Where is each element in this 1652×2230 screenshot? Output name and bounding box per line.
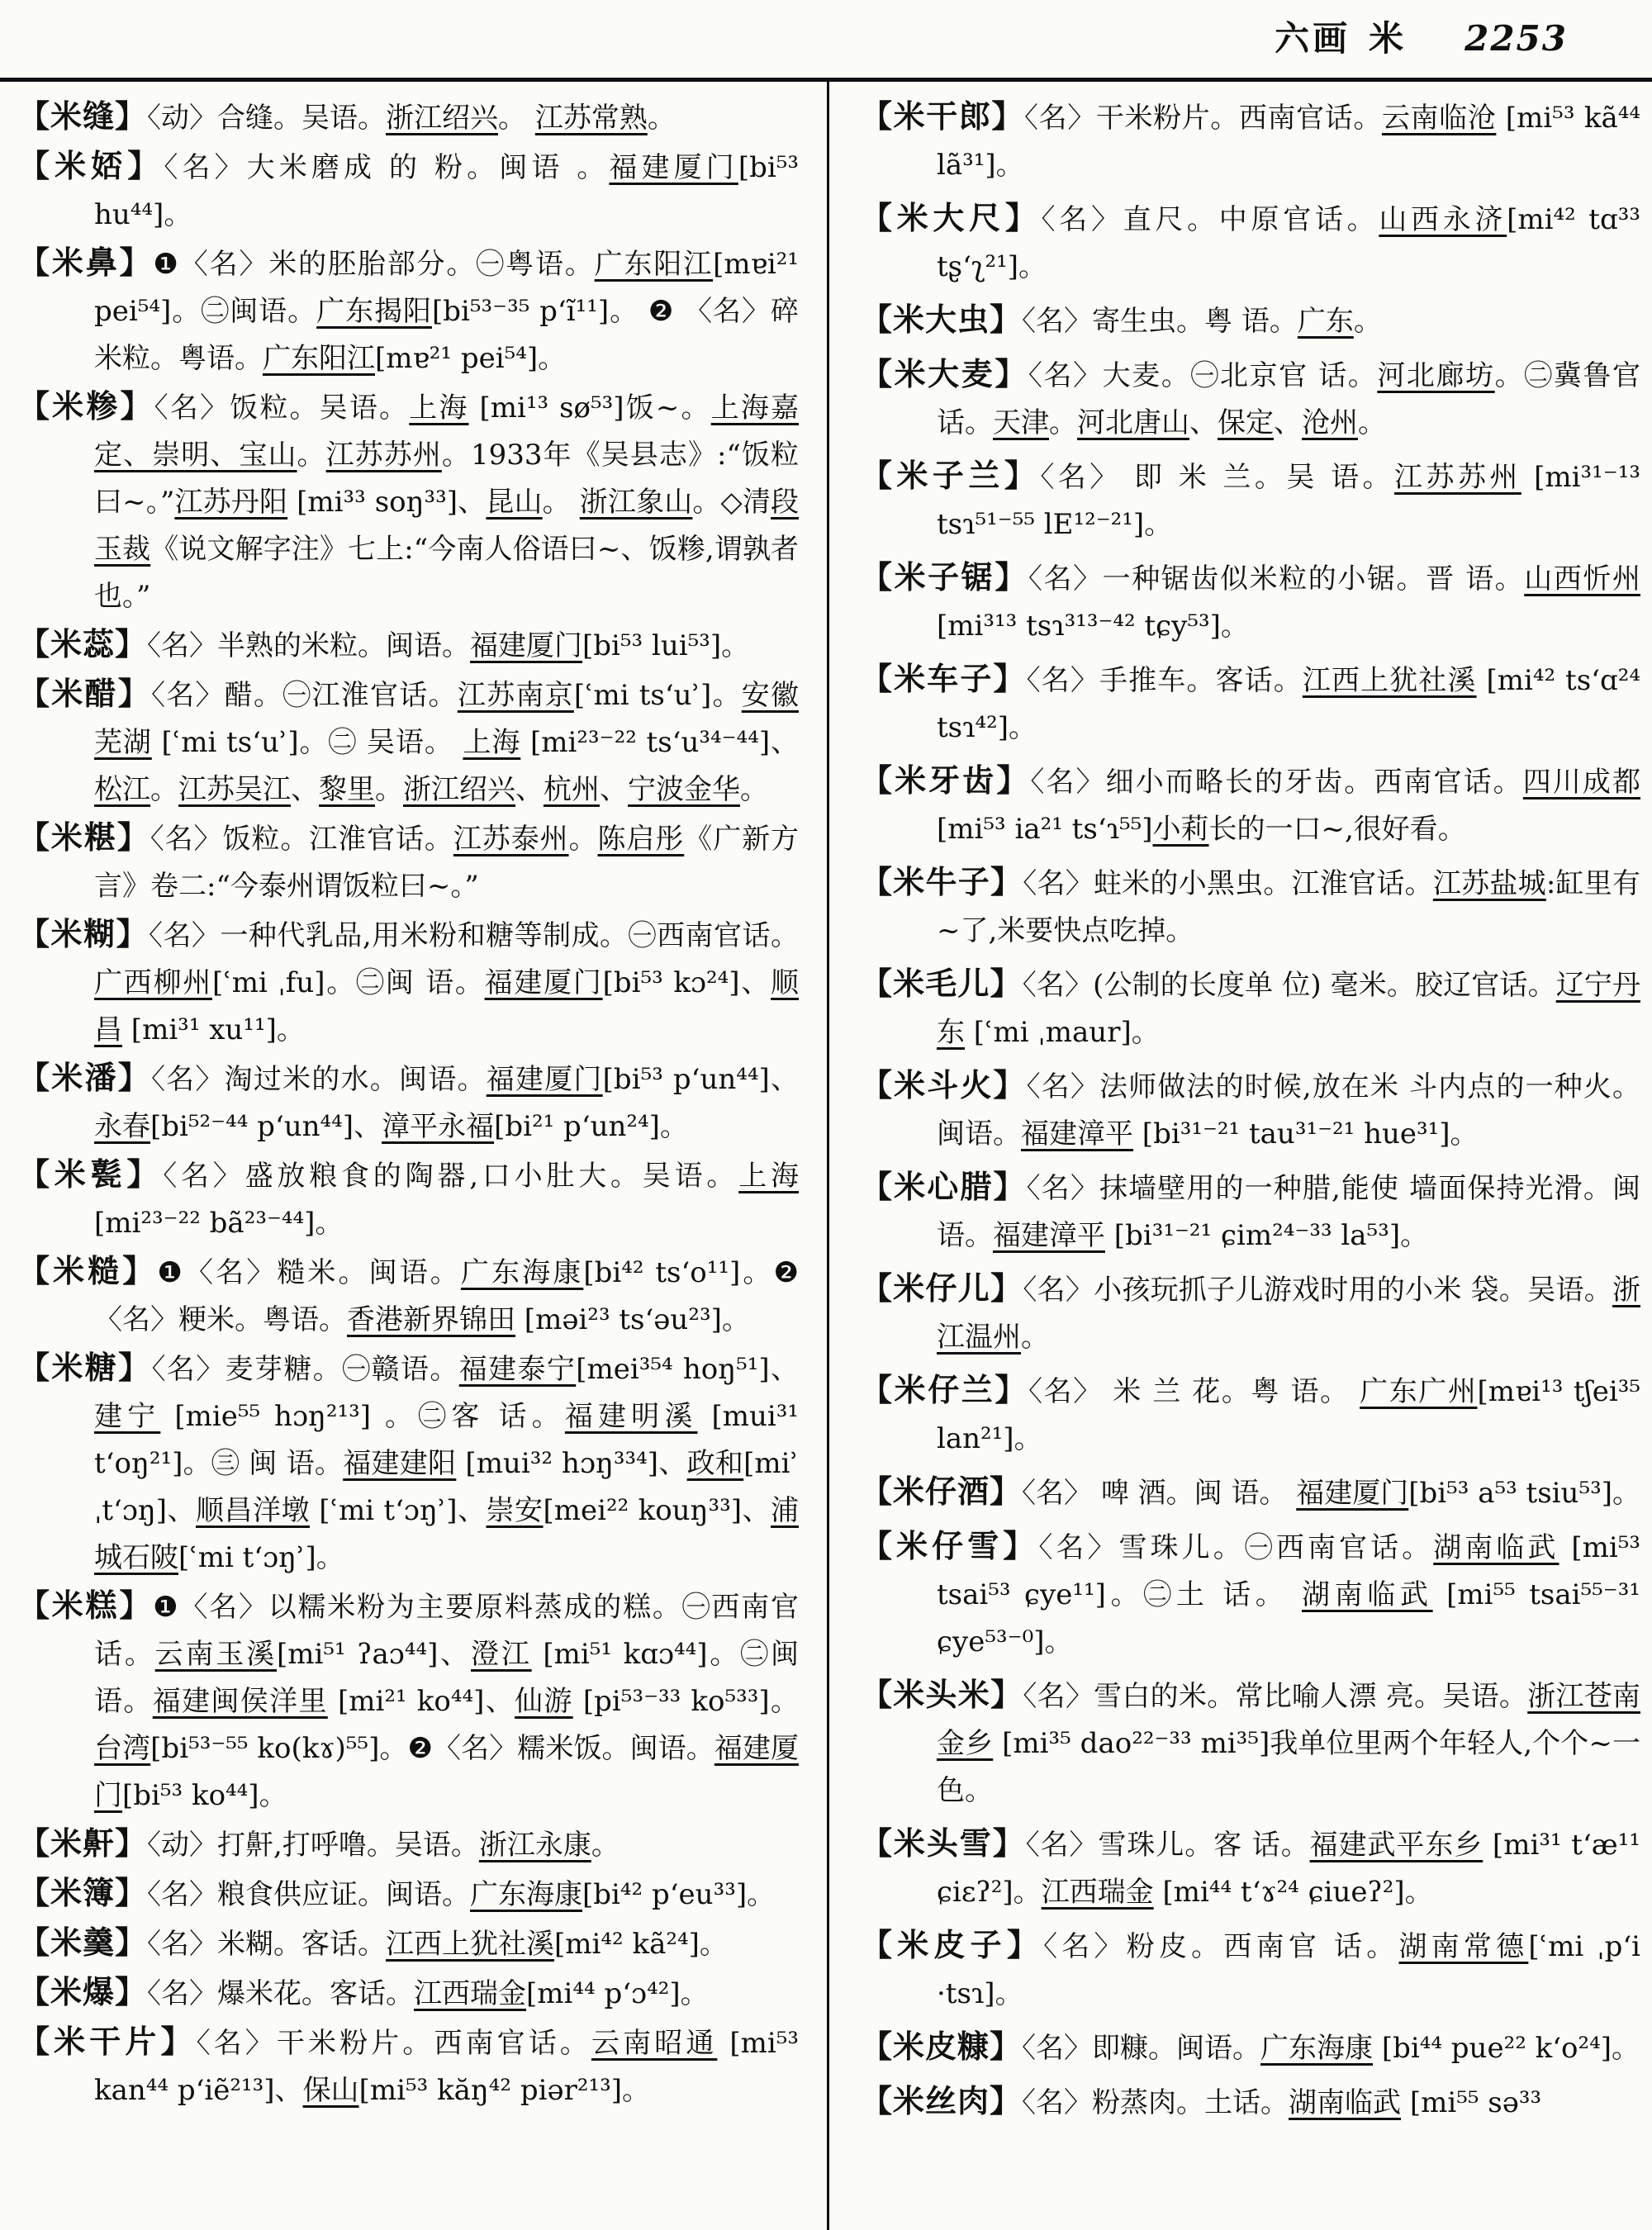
- place-name: 江苏南京: [457, 679, 574, 712]
- place-name: 湖南临武: [1289, 2086, 1402, 2119]
- place-name: 香港新界锦田: [347, 1303, 515, 1336]
- place-name: 上海: [463, 726, 521, 759]
- entry-text: 〈名〉粉皮。西南官 话。: [1043, 1930, 1399, 1963]
- place-name: 福建厦门: [94, 1732, 800, 1812]
- entry-text: [mi³¹ tʻæ¹¹ ɕiɛʔ²]。: [937, 1829, 1640, 1909]
- entry-text: 〈名〉寄生虫。粤 语。: [1022, 305, 1298, 338]
- place-name: 漳平永福: [382, 1110, 495, 1143]
- entry-text: 。: [297, 439, 326, 472]
- dictionary-entry: [18, 239, 799, 382]
- entry-headword: 【米糙】: [18, 1252, 158, 1289]
- entry-text: 〈名〉直尺。中原官话。: [1041, 203, 1379, 236]
- entry-headword: 【米娝】: [18, 147, 164, 184]
- place-name: 广东揭阳: [316, 295, 433, 328]
- entry-text: [mi⁵³ kăŋ⁴² piər²¹³]。: [358, 2074, 651, 2107]
- place-name: 江苏泰州: [453, 823, 569, 856]
- dictionary-entry: [861, 2077, 1640, 2127]
- dictionary-entry: [18, 670, 799, 814]
- entry-text: 。: [1021, 1321, 1049, 1354]
- entry-text: 。: [568, 823, 598, 856]
- entry-headword: 【米鼻】: [18, 244, 154, 281]
- entry-text: 〈名〉 米 兰 花。粤 语。: [1028, 1375, 1360, 1408]
- entry-text: 。: [542, 486, 580, 519]
- place-name: 浙江苍南金乡: [937, 1680, 1640, 1760]
- header-rule: [0, 78, 1652, 82]
- place-name: 黎里: [319, 773, 375, 806]
- place-name: 保定: [1218, 406, 1274, 439]
- place-name: 江西上犹社溪: [1302, 664, 1477, 697]
- entry-text: 〈名〉法师做法的时候,放在米 斗内点的一种火。闽语。: [937, 1070, 1640, 1151]
- place-name: 安徽芜湖: [94, 679, 800, 759]
- entry-headword: 【米糕】: [18, 1587, 154, 1624]
- place-name: 江苏常熟: [534, 102, 648, 135]
- place-name: 福建厦门: [1296, 1477, 1409, 1510]
- entry-text: [ʿmi ˌpʻi ·tsɿ]。: [937, 1930, 1641, 2010]
- entry-text: ❶〈名〉糙米。闽语。: [157, 1256, 461, 1289]
- entry-text: 〈名〉半熟的米粒。闽语。: [147, 629, 471, 662]
- entry-text: [mei²² kouŋ³³]、: [543, 1494, 771, 1527]
- page-header: [1275, 12, 1568, 61]
- place-name: 福建厦门: [609, 151, 738, 184]
- entry-text: [ʿmi ˌfu]。㊁闽 语。: [212, 966, 485, 999]
- place-name: 杭州: [544, 773, 600, 806]
- place-name: 广东阳江: [263, 342, 375, 375]
- entry-text: 、: [1274, 406, 1302, 439]
- place-name: 福建漳平: [993, 1219, 1105, 1252]
- entry-text: [mɐi²¹ pei⁵⁴]。㊁闽语。: [94, 248, 799, 328]
- entry-text: 〈名〉一种锯齿似米粒的小锯。晋 语。: [1028, 562, 1525, 595]
- entry-text: 。: [1358, 406, 1386, 439]
- entry-text: [ʿmi ˌmaur]。: [965, 1016, 1160, 1049]
- entry-text: 〈名〉蛀米的小黑虫。江淮官话。: [1023, 867, 1433, 900]
- place-name: 山西永济: [1379, 203, 1507, 236]
- entry-text: 〈名〉手推车。客话。: [1026, 664, 1303, 697]
- entry-text: 〈名〉饭粒。吴语。: [154, 391, 410, 425]
- entry-text: [mi²³⁻²² bã²³⁻⁴⁴]。: [94, 1207, 344, 1240]
- entry-text: [mi⁴² kã²⁴]。: [554, 1928, 728, 1961]
- entry-text: 、: [291, 773, 319, 806]
- place-name: 江西上犹社溪: [386, 1928, 555, 1961]
- place-name: 澄江: [471, 1638, 532, 1671]
- entry-headword: 【米斗火】: [861, 1066, 1027, 1103]
- dictionary-entry: [861, 1061, 1640, 1158]
- place-name: 福建建阳: [343, 1447, 457, 1480]
- place-name: 广东广州: [1360, 1375, 1478, 1408]
- entry-text: [mi³¹ xu¹¹]。: [122, 1013, 305, 1046]
- entry-text: [mi⁵⁵ tsai⁵⁵⁻³¹ ɕye⁵³⁻⁰]。: [937, 1578, 1640, 1658]
- dictionary-entry: [861, 757, 1640, 853]
- entry-text: [pi⁵³⁻³³ ko⁵³³]。: [572, 1685, 800, 1718]
- entry-text: 〈名〉淘过米的水。闽语。: [150, 1063, 487, 1096]
- entry-text: 〈名〉爆米花。客话。: [147, 1977, 415, 2010]
- entry-headword: 【米仔酒】: [861, 1473, 1023, 1510]
- entry-text: [mi⁴⁴ tʻɤ²⁴ ɕiueʔ²]。: [1153, 1876, 1433, 1909]
- place-name: 广东海康: [470, 1878, 583, 1911]
- dictionary-entry: [861, 960, 1640, 1056]
- entry-text: 〈名〉盛放粮食的陶器,口小肚大。吴语。: [163, 1160, 739, 1193]
- entry-text: [bi⁴⁴ pue²² kʻo²⁴]。: [1373, 2032, 1640, 2065]
- entry-text: 。: [498, 102, 535, 135]
- entry-headword: 【米糊】: [18, 915, 149, 952]
- entry-text: 〈名〉干米粉片。西南官话。: [1024, 102, 1382, 135]
- dictionary-entry: [861, 1522, 1640, 1666]
- place-name: 广西柳州: [94, 966, 213, 999]
- place-name: 河北唐山: [1077, 406, 1189, 439]
- place-name: 上海: [409, 391, 469, 425]
- dictionary-entry: [18, 910, 799, 1054]
- place-name: 仙游: [515, 1685, 573, 1718]
- dictionary-entry: [18, 93, 799, 142]
- entry-text: [bi³¹⁻²¹ ɕim²⁴⁻³³ la⁵³]。: [1105, 1219, 1429, 1252]
- entry-text: 、: [600, 773, 628, 806]
- place-name: 永春: [94, 1110, 150, 1143]
- place-name: 福建武平东乡: [1309, 1829, 1483, 1862]
- entry-text: [mi⁴⁴ pʻɔ⁴²]。: [526, 1977, 709, 2010]
- entry-headword: 【米心腊】: [861, 1168, 1027, 1205]
- place-name: 浦城石陂: [94, 1494, 799, 1574]
- dictionary-entry: [861, 93, 1640, 189]
- place-name: 山西忻州: [1524, 562, 1640, 595]
- entry-text: 。: [1353, 305, 1382, 338]
- entry-text: [bi⁵³ hu⁴⁴]。: [94, 151, 799, 231]
- entry-headword: 【米子锯】: [861, 558, 1028, 595]
- entry-text: [bi⁵³ pʻun⁴⁴]、: [602, 1063, 799, 1096]
- place-name: 福建厦门: [484, 966, 603, 999]
- dictionary-entry: [861, 655, 1640, 752]
- entry-text: [mui³¹ tʻoŋ²¹]。㊂ 闽 语。: [94, 1400, 800, 1480]
- dictionary-entry: [18, 1919, 799, 1968]
- place-name: 福建闽侯洋里: [152, 1685, 328, 1718]
- dictionary-entry: [18, 1054, 799, 1151]
- entry-text: 。: [150, 773, 178, 806]
- entry-text: [bi⁵³⁻³⁵ pʻĩ¹¹]。 ❷ 〈名〉碎米粒。粤语。: [94, 295, 799, 375]
- place-name: 湖南常德: [1398, 1930, 1529, 1963]
- entry-text: 〈名〉 啤 酒。闽 语。: [1022, 1477, 1297, 1510]
- entry-headword: 【米大尺】: [861, 199, 1042, 236]
- entry-text: [bi⁴² tsʻo¹¹]。❷〈名〉粳米。粤语。: [94, 1256, 799, 1336]
- entry-text: 〈名〉醋。㊀江淮官话。: [151, 679, 458, 712]
- entry-headword: 【米仔兰】: [861, 1371, 1029, 1408]
- place-name: 福建厦门: [486, 1063, 603, 1096]
- entry-text: 〈名〉雪白的米。常比喻人漂 亮。吴语。: [1023, 1680, 1528, 1713]
- dictionary-entry: [861, 452, 1640, 548]
- place-name: 段玉裁: [94, 486, 800, 566]
- entry-text: [bi⁵³ kɔ²⁴]、: [602, 966, 771, 999]
- entry-text: [mi³⁵ dao²²⁻³³ mi³⁵]我单位里两个年轻人,个个~一色。: [937, 1727, 1641, 1807]
- stroke-section-label: 六画: [1275, 18, 1351, 59]
- entry-text: [mi³¹³ tsɿ³¹³⁻⁴² tɕy⁵³]。: [937, 610, 1249, 643]
- place-name: 云南玉溪: [154, 1638, 277, 1671]
- entry-text: 〈名〉饭粒。江淮官话。: [150, 823, 453, 856]
- entry-text: 〈名〉即糠。闽语。: [1022, 2032, 1261, 2065]
- page-number: 2253: [1464, 18, 1568, 59]
- dictionary-entry: [861, 1366, 1640, 1463]
- place-name: 浙江温州: [937, 1274, 1640, 1354]
- place-name: 小莉: [1152, 813, 1209, 846]
- place-name: 江苏盐城: [1432, 867, 1546, 900]
- entry-text: [bi⁵³ lui⁵³]。: [582, 629, 750, 662]
- dictionary-entry: [18, 620, 799, 670]
- dictionary-entry: [18, 1151, 799, 1247]
- entry-text: [mi⁴² tɑ³³ tʂʻʅ²¹]。: [937, 203, 1640, 283]
- place-name: 保山: [302, 2074, 359, 2107]
- entry-text: [mi²³⁻²² tsʻu³⁴⁻⁴⁴]、: [520, 726, 799, 759]
- entry-text: 。: [1049, 406, 1077, 439]
- entry-headword: 【米糂】: [18, 818, 150, 856]
- entry-text: [mi²¹ ko⁴⁴]、: [327, 1685, 515, 1718]
- dictionary-entry: [18, 1582, 799, 1820]
- place-name: 上海: [738, 1160, 799, 1193]
- place-name: 昆山: [486, 486, 543, 519]
- entry-text: 。: [740, 773, 768, 806]
- entry-text: [mi⁵⁵ sə³³: [1401, 2086, 1542, 2119]
- place-name: 福建漳平: [1021, 1117, 1133, 1151]
- dictionary-entry: [861, 553, 1640, 650]
- entry-text: 〈名〉抹墙壁用的一种腊,能使 墙面保持光滑。闽语。: [937, 1172, 1640, 1252]
- dictionary-entry: [861, 1468, 1640, 1517]
- place-name: 广东海康: [460, 1256, 584, 1289]
- entry-headword: 【米甏】: [18, 1155, 164, 1193]
- entry-text: 〈名〉干米粉片。西南官话。: [196, 2027, 591, 2060]
- dictionary-entry: [861, 296, 1640, 345]
- entry-text: 〈名〉小孩玩抓子儿游戏时用的小米 袋。吴语。: [1023, 1274, 1612, 1307]
- entry-headword: 【米爆】: [18, 1973, 148, 2010]
- entry-text: [bi⁴² pʻeu³³]。: [582, 1878, 776, 1911]
- place-name: 河北廊坊: [1377, 359, 1495, 392]
- place-name: 湖南临武: [1301, 1578, 1433, 1611]
- entry-headword: 【米蕊】: [18, 625, 148, 662]
- entry-text: 〈名〉大米磨成 的 粉。闽语 。: [164, 151, 610, 184]
- place-name: 浙江绍兴: [403, 773, 515, 806]
- entry-headword: 【米潘】: [18, 1059, 151, 1096]
- right-column: [861, 93, 1640, 2132]
- entry-text: 、: [515, 773, 544, 806]
- dictionary-entry: [18, 1247, 799, 1344]
- entry-text: 、: [1189, 406, 1218, 439]
- entry-text: [miʾ ˌtʻɔŋ]、: [94, 1447, 799, 1527]
- entry-text: [ʿmi tʻɔŋʾ]。: [178, 1541, 344, 1574]
- place-name: 顺昌洋墩: [196, 1494, 310, 1527]
- entry-text: [mi³¹⁻¹³ tsɿ⁵¹⁻⁵⁵ lE¹²⁻²¹]。: [937, 461, 1640, 541]
- entry-headword: 【米仔儿】: [861, 1269, 1023, 1307]
- place-name: 广东: [1297, 305, 1354, 338]
- entry-text: 。: [591, 1829, 620, 1862]
- entry-text: ❶〈名〉以糯米粉为主要原料蒸成的糕。㊀西南官话。: [94, 1591, 799, 1671]
- entry-text: 《广新方言》卷二:“今泰州谓饭粒曰~。”: [94, 823, 800, 903]
- entry-text: [ʿmi tʻɔŋʾ]、: [310, 1494, 487, 1527]
- entry-text: [mi⁵³ kã⁴⁴ lã³¹]。: [937, 102, 1640, 182]
- entry-headword: 【米仔雪】: [861, 1527, 1039, 1564]
- entry-headword: 【米子兰】: [861, 457, 1041, 494]
- entry-text: [məi²³ tsʻəu²³]。: [515, 1303, 750, 1336]
- place-name: 江西瑞金: [1041, 1876, 1154, 1909]
- entry-headword: 【米醋】: [18, 675, 152, 712]
- dictionary-entry: [18, 1344, 799, 1582]
- entry-text: [mɐ²¹ pei⁵⁴]。: [375, 342, 567, 375]
- dictionary-entry: [18, 142, 799, 239]
- place-name: 浙江绍兴: [386, 102, 499, 135]
- dictionary-entry: [861, 1671, 1640, 1815]
- entry-text: [mie⁵⁵ hɔŋ²¹³] 。㊁客 话。: [160, 1400, 565, 1433]
- entry-headword: 【米头雪】: [861, 1824, 1026, 1862]
- entry-text: 。◇清: [692, 486, 771, 519]
- entry-text: [mi⁵¹ kɑɔ⁴⁴]。㊁闽语。: [94, 1638, 800, 1718]
- dictionary-entry: [18, 2018, 799, 2114]
- dictionary-entry: [861, 1820, 1640, 1916]
- entry-text: 。1933年《吴县志》:“饭粒曰~。”: [94, 439, 800, 519]
- entry-text: 长的一口~,很好看。: [1208, 813, 1466, 846]
- entry-text: 〈名〉麦芽糖。㊀赣语。: [151, 1353, 459, 1386]
- entry-headword: 【米牙齿】: [861, 762, 1031, 799]
- place-name: 浙江象山: [579, 486, 693, 519]
- place-name: 顺昌: [94, 966, 800, 1046]
- entry-headword: 【米簿】: [18, 1874, 148, 1911]
- entry-headword: 【米缝】: [18, 97, 148, 135]
- dictionary-entry: [861, 1264, 1640, 1361]
- entry-text: [mi⁴² tsʻɑ²⁴ tsɿ⁴²]。: [937, 664, 1641, 744]
- place-name: 辽宁丹东: [937, 969, 1640, 1049]
- entry-headword: 【米皮糠】: [861, 2028, 1023, 2065]
- place-name: 上海嘉定、崇明、宝山: [94, 391, 800, 472]
- entry-text: 〈动〉打鼾,打呼噜。吴语。: [147, 1829, 479, 1862]
- entry-headword: 【米糁】: [18, 387, 154, 425]
- place-name: 云南临沧: [1381, 102, 1497, 135]
- entry-text: [bi⁵³ a⁵³ tsiu⁵³]。: [1408, 1477, 1640, 1510]
- entry-headword: 【米鼾】: [18, 1824, 148, 1862]
- place-name: 四川成都: [1522, 766, 1641, 799]
- entry-headword: 【米大麦】: [861, 355, 1028, 392]
- entry-text: [mi⁵¹ ʔaɔ⁴⁴]、: [277, 1638, 472, 1671]
- dictionary-entry: [861, 1921, 1640, 2018]
- entry-text: [mi⁵³ kan⁴⁴ pʻiẽ²¹³]、: [94, 2027, 800, 2107]
- place-name: 崇安: [486, 1494, 544, 1527]
- entry-text: ❶〈名〉米的胚胎部分。㊀粤语。: [153, 248, 595, 281]
- dictionary-entry: [18, 1968, 799, 2018]
- entry-headword: 【米羹】: [18, 1924, 148, 1961]
- dictionary-entry: [861, 350, 1640, 447]
- left-column: [18, 93, 799, 2114]
- entry-text: [bi⁵²⁻⁴⁴ pʻun⁴⁴]、: [150, 1110, 382, 1143]
- dictionary-entry: [18, 1820, 799, 1869]
- entry-text: [bi³¹⁻²¹ tau³¹⁻²¹ hue³¹]。: [1133, 1117, 1479, 1151]
- entry-text: [bi⁵³⁻⁵⁵ ko(kɤ)⁵⁵]。❷〈名〉糯米饭。闽语。: [150, 1732, 714, 1765]
- entry-text: [bi²¹ pʻun²⁴]。: [494, 1110, 688, 1143]
- dictionary-entry: [861, 2023, 1640, 2072]
- entry-text: [mi⁵³ tsai⁵³ ɕye¹¹]。㊁土 话。: [937, 1531, 1641, 1611]
- entry-headword: 【米糖】: [18, 1349, 152, 1386]
- entry-text: [bi⁵³ ko⁴⁴]。: [122, 1779, 287, 1812]
- entry-text: [mi⁵³ ia²¹ tsʻɿ⁵⁵]: [937, 813, 1153, 846]
- place-name: 广东海康: [1260, 2032, 1374, 2065]
- entry-text: 〈名〉 即 米 兰。吴 语。: [1040, 461, 1395, 494]
- entry-text: [ʿmi tsʻuʾ]。㊁ 吴语。: [151, 726, 463, 759]
- place-name: 江苏苏州: [1394, 461, 1521, 494]
- place-name: 松江: [94, 773, 150, 806]
- entry-text: :缸里有~了,米要快点吃掉。: [937, 867, 1640, 947]
- place-name: 天津: [993, 406, 1049, 439]
- place-name: 陈启彤: [597, 823, 685, 856]
- entry-text: 〈名〉雪珠儿。㊀西南官话。: [1038, 1531, 1434, 1564]
- column-divider: [827, 82, 829, 2230]
- entry-text: 〈名〉大麦。㊀北京官 话。: [1028, 359, 1378, 392]
- place-name: 福建厦门: [470, 629, 583, 662]
- dictionary-entry: [18, 1869, 799, 1919]
- entry-headword: 【米牛子】: [861, 863, 1023, 900]
- entry-headword: 【米车子】: [861, 660, 1027, 697]
- place-name: 宁波金华: [628, 773, 740, 806]
- entry-text: 〈名〉米糊。客话。: [147, 1928, 387, 1961]
- entry-text: [mui³² hɔŋ³³⁴]、: [456, 1447, 687, 1480]
- place-name: 广东阳江: [594, 248, 714, 281]
- entry-text: 。㊁冀鲁官话。: [937, 359, 1641, 439]
- place-name: 湖南临武: [1433, 1531, 1559, 1564]
- place-name: 浙江永康: [478, 1829, 591, 1862]
- entry-text: 〈名〉粉蒸肉。土话。: [1022, 2086, 1289, 2119]
- entry-text: 〈名〉细小而略长的牙齿。西南官话。: [1030, 766, 1523, 799]
- place-name: 台湾: [94, 1732, 151, 1765]
- entry-text: [ʿmi tsʻuʾ]。: [573, 679, 742, 712]
- place-name: 建宁: [94, 1400, 161, 1433]
- dictionary-entry: [18, 814, 799, 910]
- entry-headword: 【米大虫】: [861, 301, 1023, 338]
- entry-headword: 【米干片】: [18, 2023, 197, 2060]
- entry-headword: 【米毛儿】: [861, 965, 1023, 1002]
- dictionary-entry: [861, 1163, 1640, 1260]
- place-name: 云南昭通: [591, 2027, 718, 2060]
- entry-text: 。: [647, 102, 676, 135]
- place-name: 江苏苏州: [325, 439, 442, 472]
- place-name: 福建明溪: [564, 1400, 698, 1433]
- place-name: 沧州: [1302, 406, 1358, 439]
- dictionary-entry: [18, 382, 799, 620]
- entry-headword: 【米头米】: [861, 1676, 1023, 1713]
- entry-text: 《说文解字注》七上:“今南人俗语曰~、饭糁,谓孰者也。”: [94, 533, 799, 613]
- entry-text: [mei³⁵⁴ hoŋ⁵¹]、: [576, 1353, 799, 1386]
- radical-label: 米: [1369, 18, 1408, 59]
- entry-headword: 【米干郎】: [861, 97, 1025, 135]
- entry-text: 〈名〉一种代乳品,用米粉和糖等制成。㊀西南官话。: [148, 919, 799, 952]
- dictionary-entry: [861, 194, 1640, 291]
- entry-text: 〈动〉合缝。吴语。: [147, 102, 387, 135]
- entry-text: 〈名〉雪珠儿。客 话。: [1025, 1829, 1310, 1862]
- place-name: 江苏丹阳: [174, 486, 288, 519]
- entry-text: 〈名〉粮食供应证。闽语。: [147, 1878, 471, 1911]
- place-name: 政和: [686, 1447, 744, 1480]
- place-name: 江西瑞金: [414, 1977, 527, 2010]
- entry-text: [mi³³ soŋ³³]、: [287, 486, 487, 519]
- entry-text: [mɐi¹³ tʃei³⁵ lan²¹]。: [937, 1375, 1640, 1455]
- entry-text: 。: [375, 773, 403, 806]
- place-name: 江苏吴江: [178, 773, 291, 806]
- entry-headword: 【米丝肉】: [861, 2082, 1023, 2119]
- entry-headword: 【米皮子】: [861, 1926, 1044, 1963]
- entry-text: 〈名〉(公制的长度单 位) 毫米。胶辽官话。: [1022, 969, 1556, 1002]
- dictionary-entry: [861, 858, 1640, 955]
- entry-text: [mi¹³ sø⁵³]饭~。: [468, 391, 711, 425]
- place-name: 福建泰宁: [458, 1353, 577, 1386]
